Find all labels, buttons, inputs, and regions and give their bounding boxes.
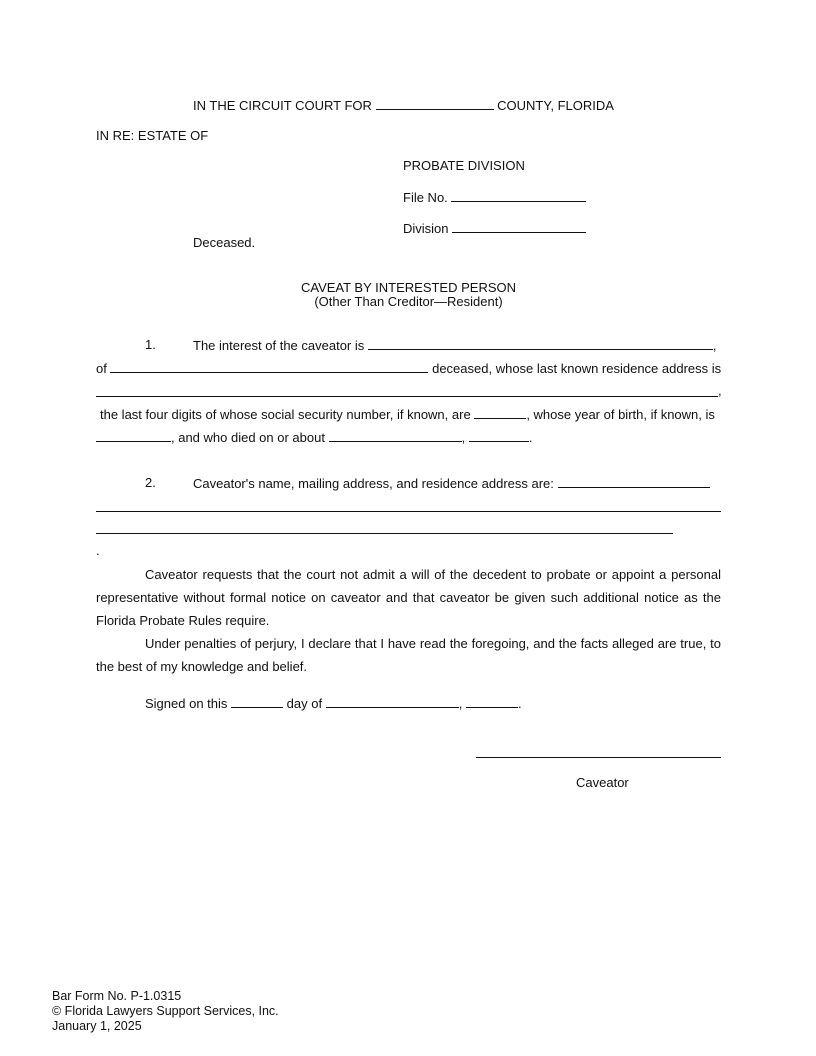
comma: , (461, 430, 466, 445)
caveator-label: Caveator (576, 775, 629, 790)
form-title: CAVEAT BY INTERESTED PERSON (300, 280, 517, 295)
deceased-text: deceased, whose last known residence address is (432, 361, 722, 376)
court-caption (193, 97, 614, 113)
caveator-name-label: Caveator's name, mailing address, and residence address are: (193, 476, 554, 491)
para2-number: 2. (145, 475, 156, 490)
comma: , (718, 383, 722, 398)
request-paragraph: Caveator requests that the court not admit a will of the decedent to probate or appoint a personal representative without formal notice on caveator and that caveator be given such additional notice as the Florida Probate Rules require. (96, 567, 721, 628)
death-date-blank[interactable] (329, 429, 462, 442)
file-no-blank[interactable] (451, 189, 586, 202)
form-subtitle: (Other Than Creditor—Resident) (314, 294, 503, 309)
died-text: , and who died on or about (171, 430, 325, 445)
interest-row (193, 337, 717, 353)
court-prefix: IN THE CIRCUIT COURT FOR (193, 98, 372, 113)
county-blank[interactable] (376, 97, 494, 110)
perjury-paragraph: Under penalties of perjury, I declare that I have read the foregoing, and the facts alleged are true, to the best of my knowledge and belief. (96, 636, 721, 674)
file-no-row (403, 189, 586, 205)
division-blank[interactable] (452, 220, 586, 233)
para1-number: 1. (145, 337, 156, 352)
decedent-row (96, 360, 721, 376)
ssn-text: the last four digits of whose social security number, if known, are (100, 407, 471, 422)
caveator-address-blank-2[interactable] (96, 533, 673, 534)
caveator-name-row (193, 475, 710, 491)
caveator-address-blank-1[interactable] (96, 511, 721, 512)
form-date: January 1, 2025 (52, 1019, 142, 1033)
probate-division: PROBATE DIVISION (403, 158, 525, 173)
stray-period: . (96, 543, 100, 558)
bar-form-number: Bar Form No. P-1.0315 (52, 989, 182, 1003)
period: . (517, 696, 522, 711)
comma: , (458, 696, 463, 711)
division-label: Division (403, 221, 449, 236)
deceased-label: Deceased. (193, 235, 256, 250)
court-suffix: COUNTY, FLORIDA (497, 98, 614, 113)
month-blank[interactable] (326, 695, 459, 708)
decedent-name-blank[interactable] (110, 360, 428, 373)
division-row (403, 220, 586, 236)
interest-label: The interest of the caveator is (193, 338, 365, 353)
signature-line[interactable] (476, 757, 721, 758)
in-re-estate: IN RE: ESTATE OF (96, 128, 209, 143)
signed-row (145, 695, 522, 711)
day-blank[interactable] (231, 695, 283, 708)
period: . (528, 430, 533, 445)
signed-prefix: Signed on this (145, 696, 228, 711)
birth-year-blank[interactable] (96, 429, 171, 442)
caveator-name-blank[interactable] (558, 475, 710, 488)
comma: , (712, 338, 717, 353)
file-no-label: File No. (403, 190, 448, 205)
residence-address-blank[interactable] (96, 396, 718, 397)
year-blank[interactable] (466, 695, 518, 708)
day-of-label: day of (286, 696, 323, 711)
death-year-blank[interactable] (469, 429, 529, 442)
of-label: of (96, 361, 107, 376)
ssn-row (100, 406, 715, 422)
died-row (96, 429, 532, 445)
birth-text: , whose year of birth, if known, is (526, 407, 715, 422)
interest-blank[interactable] (368, 337, 713, 350)
copyright-notice: © Florida Lawyers Support Services, Inc. (52, 1004, 279, 1018)
ssn-blank[interactable] (474, 406, 526, 419)
